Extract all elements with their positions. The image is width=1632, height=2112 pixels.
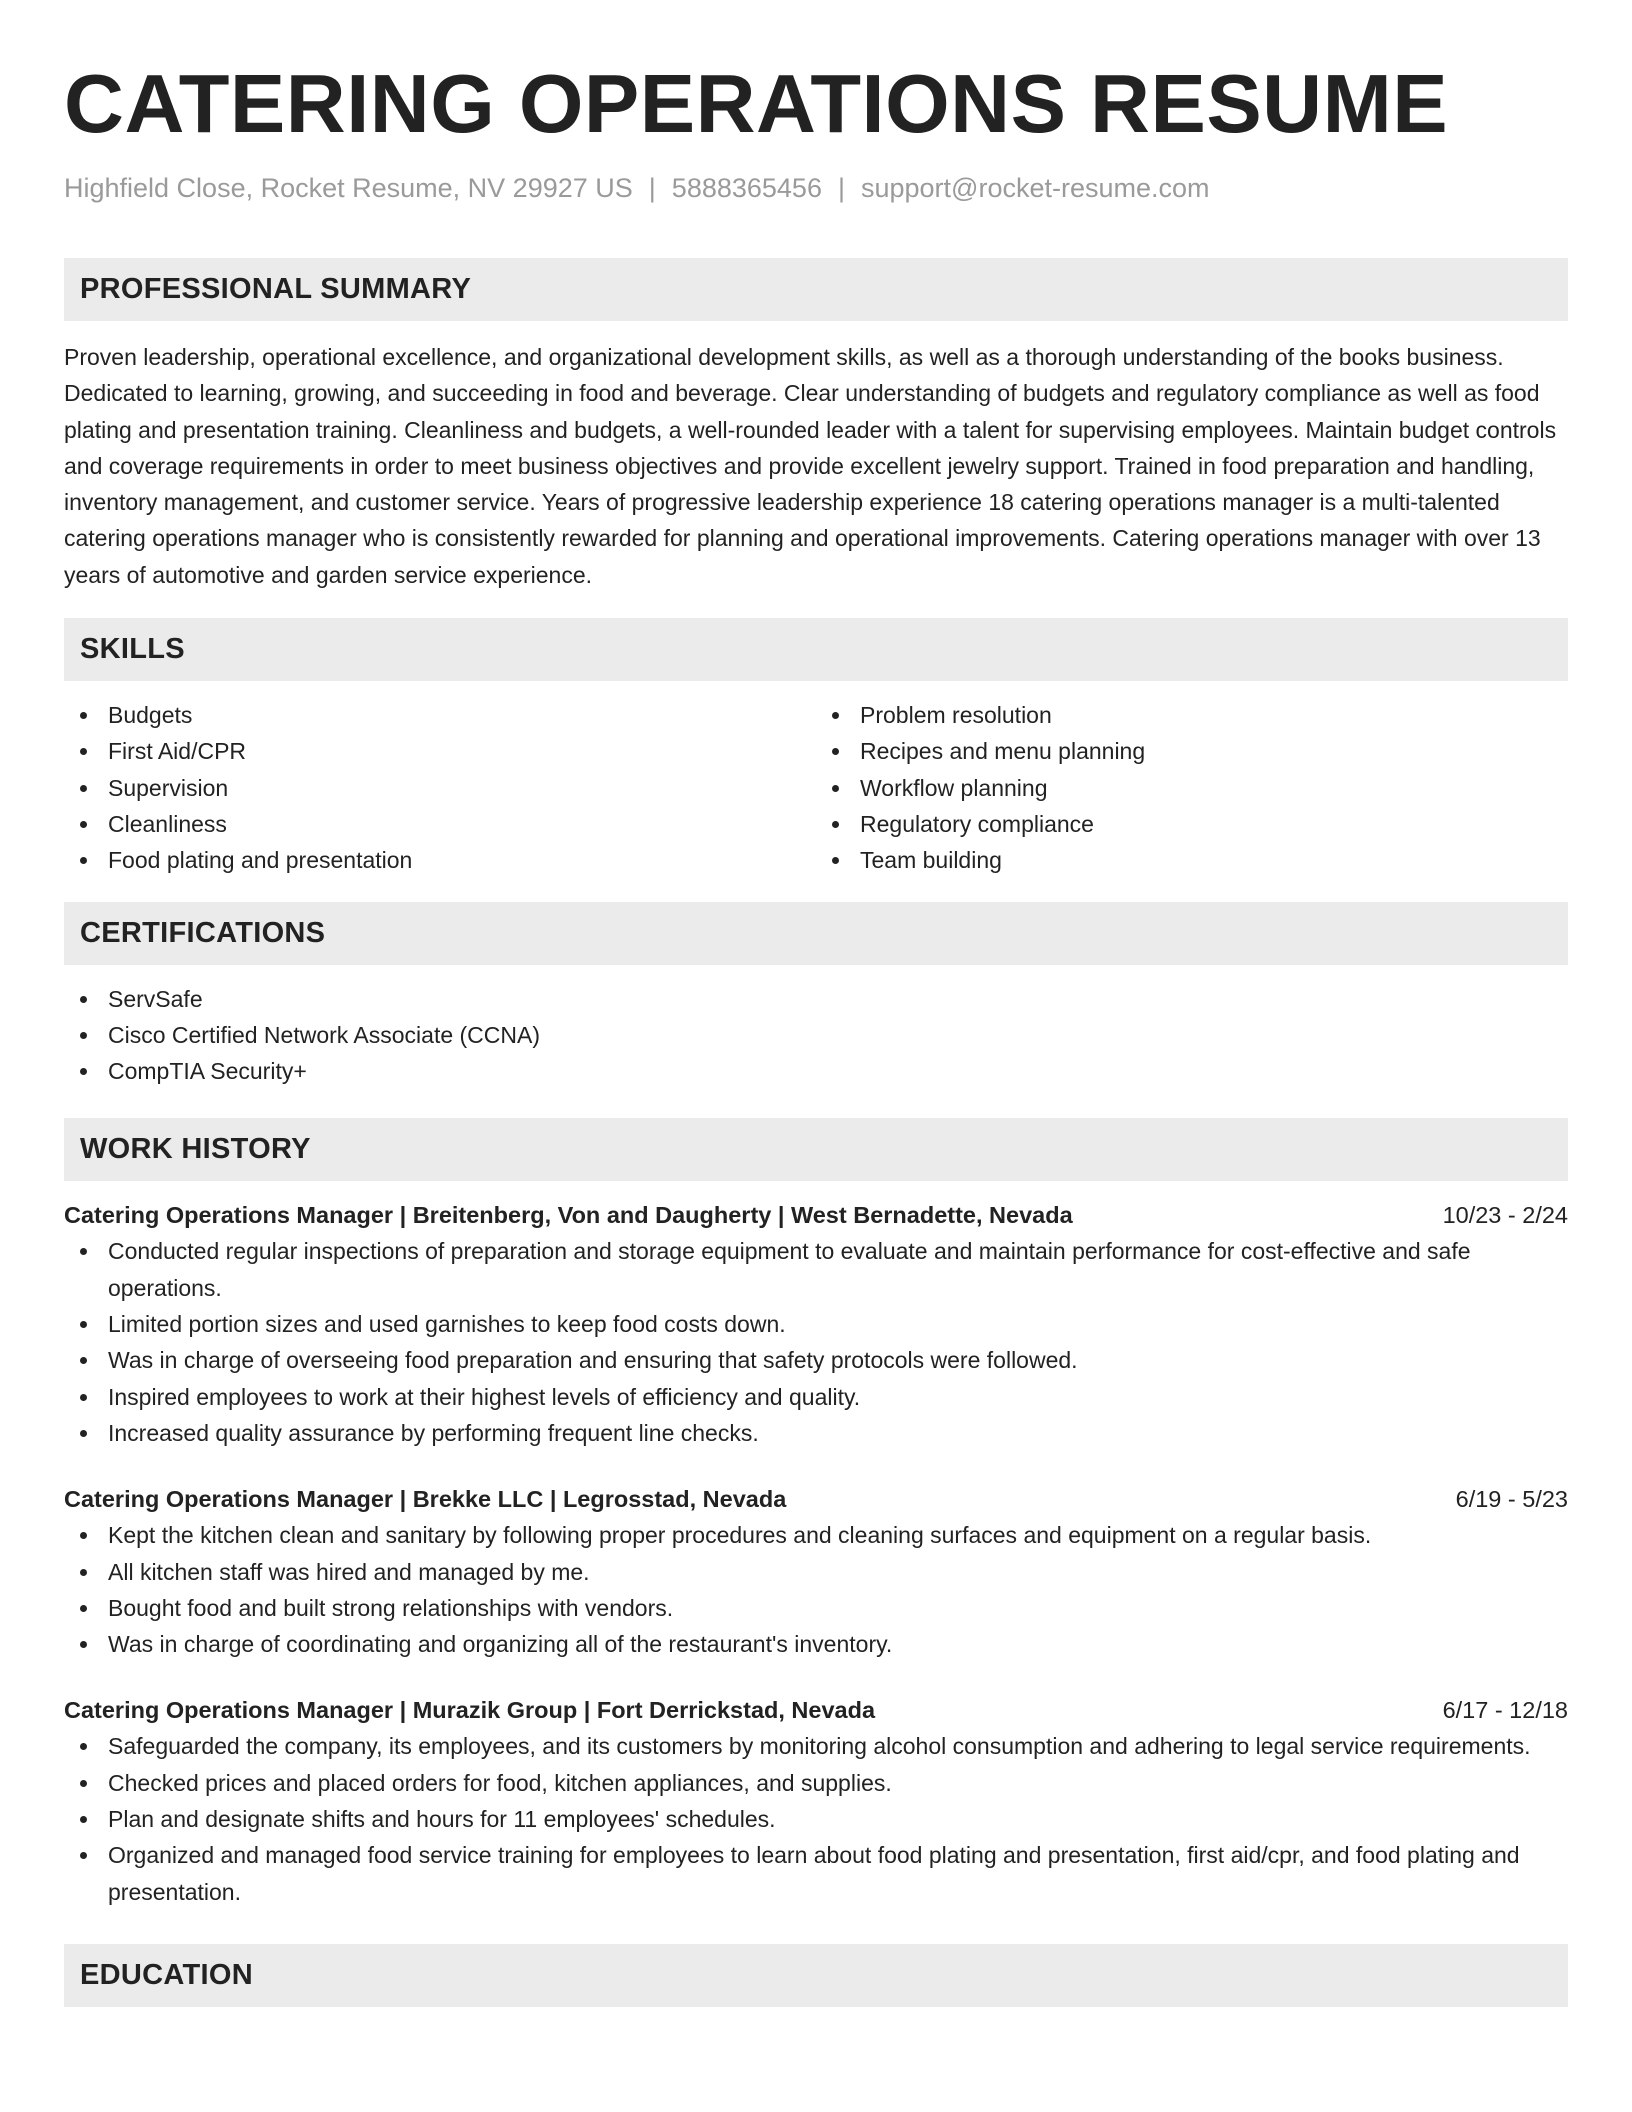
certification-item: CompTIA Security+ (64, 1053, 1568, 1089)
skill-item: Problem resolution (816, 697, 1568, 733)
job-bullet: All kitchen staff was hired and managed by me. (64, 1554, 1568, 1590)
job-bullet: Safeguarded the company, its employees, and its customers by monitoring alcohol consumption and adhering to legal service requirements. (64, 1728, 1568, 1764)
job-entry (64, 1692, 1568, 1909)
job-header (64, 1197, 1568, 1233)
job-bullet: Was in charge of coordinating and organizing all of the restaurant's inventory. (64, 1626, 1568, 1662)
job-entry (64, 1197, 1568, 1451)
contact-address: Highfield Close, Rocket Resume, NV 29927 US (64, 173, 633, 203)
summary-text: Proven leadership, operational excellence, and organizational development skills, as well as a thorough understanding of the books business. Dedicated to learning, growing, and succeeding in food and beverage. Clear understanding of budgets and regulatory compliance as well as food plating and presentation training. Cleanliness and budgets, a well-rounded leader with a talent for supervising employees. Maintain budget controls and coverage requirements in order to meet business objectives and provide excellent jewelry support. Trained in food preparation and handling, inventory management, and customer service. Years of progressive leadership experience 18 catering operations manager is a multi-talented catering operations manager who is consistently rewarded for planning and operational improvements. Catering operations manager with over 13 years of automotive and garden service experience. (64, 344, 1557, 588)
job-bullets (64, 1728, 1568, 1909)
skill-item: Recipes and menu planning (816, 733, 1568, 769)
job-title: Catering Operations Manager | Breitenberg, Von and Daugherty | West Bernadette, Nevada (64, 1202, 1073, 1229)
job-bullet: Plan and designate shifts and hours for 11 employees' schedules. (64, 1801, 1568, 1837)
job-title: Catering Operations Manager | Brekke LLC | Legrosstad, Nevada (64, 1486, 787, 1513)
contact-line (64, 170, 1568, 206)
skill-item: Budgets (64, 697, 816, 733)
contact-separator: | (837, 173, 845, 203)
education-section (64, 1944, 1568, 2007)
job-title: Catering Operations Manager | Murazik Group | Fort Derrickstad, Nevada (64, 1697, 876, 1724)
skills-left-list (64, 697, 816, 878)
job-bullet: Kept the kitchen clean and sanitary by following proper procedures and cleaning surfaces and equipment on a regular basis. (64, 1517, 1568, 1553)
job-dates: 10/23 - 2/24 (1442, 1202, 1568, 1229)
resume-title: CATERING OPERATIONS RESUME (64, 57, 1449, 150)
skill-item: Cleanliness (64, 806, 816, 842)
job-bullet: Increased quality assurance by performing frequent line checks. (64, 1415, 1568, 1451)
certification-item: ServSafe (64, 981, 1568, 1017)
work-history-heading: WORK HISTORY (64, 1118, 1568, 1181)
skill-item: Supervision (64, 770, 816, 806)
contact-phone: 5888365456 (671, 173, 822, 203)
job-bullets (64, 1517, 1568, 1662)
job-dates: 6/17 - 12/18 (1442, 1697, 1568, 1724)
contact-email[interactable]: support@rocket-resume.com (860, 173, 1210, 203)
job-bullet: Limited portion sizes and used garnishes to keep food costs down. (64, 1306, 1568, 1342)
job-bullet: Conducted regular inspections of preparation and storage equipment to evaluate and maintain performance for cost-effective and safe operations. (64, 1233, 1568, 1306)
job-bullets (64, 1233, 1568, 1451)
education-heading: EDUCATION (64, 1944, 1568, 2007)
work-history-section (64, 1118, 1568, 1909)
summary-section (64, 258, 1568, 593)
job-bullet: Was in charge of overseeing food preparation and ensuring that safety protocols were followed. (64, 1342, 1568, 1378)
contact-separator: | (648, 173, 656, 203)
job-bullet: Bought food and built strong relationships with vendors. (64, 1590, 1568, 1626)
job-bullet: Checked prices and placed orders for food, kitchen appliances, and supplies. (64, 1765, 1568, 1801)
job-bullet: Inspired employees to work at their highest levels of efficiency and quality. (64, 1379, 1568, 1415)
skill-item: First Aid/CPR (64, 733, 816, 769)
job-entry (64, 1481, 1568, 1662)
skills-right-list (816, 697, 1568, 878)
skills-section (64, 618, 1568, 878)
job-dates: 6/19 - 5/23 (1455, 1486, 1568, 1513)
skill-item: Team building (816, 842, 1568, 878)
job-header (64, 1481, 1568, 1517)
skill-item: Regulatory compliance (816, 806, 1568, 842)
skill-item: Food plating and presentation (64, 842, 816, 878)
skills-heading: SKILLS (64, 618, 1568, 681)
skills-columns (64, 697, 1568, 878)
summary-heading: PROFESSIONAL SUMMARY (64, 258, 1568, 321)
skill-item: Workflow planning (816, 770, 1568, 806)
certification-item: Cisco Certified Network Associate (CCNA) (64, 1017, 1568, 1053)
certifications-section (64, 902, 1568, 1090)
certifications-list (64, 981, 1568, 1090)
job-bullet: Organized and managed food service training for employees to learn about food plating and presentation, first aid/cpr, and food plating and presentation. (64, 1837, 1568, 1910)
certifications-heading: CERTIFICATIONS (64, 902, 1568, 965)
job-header (64, 1692, 1568, 1728)
